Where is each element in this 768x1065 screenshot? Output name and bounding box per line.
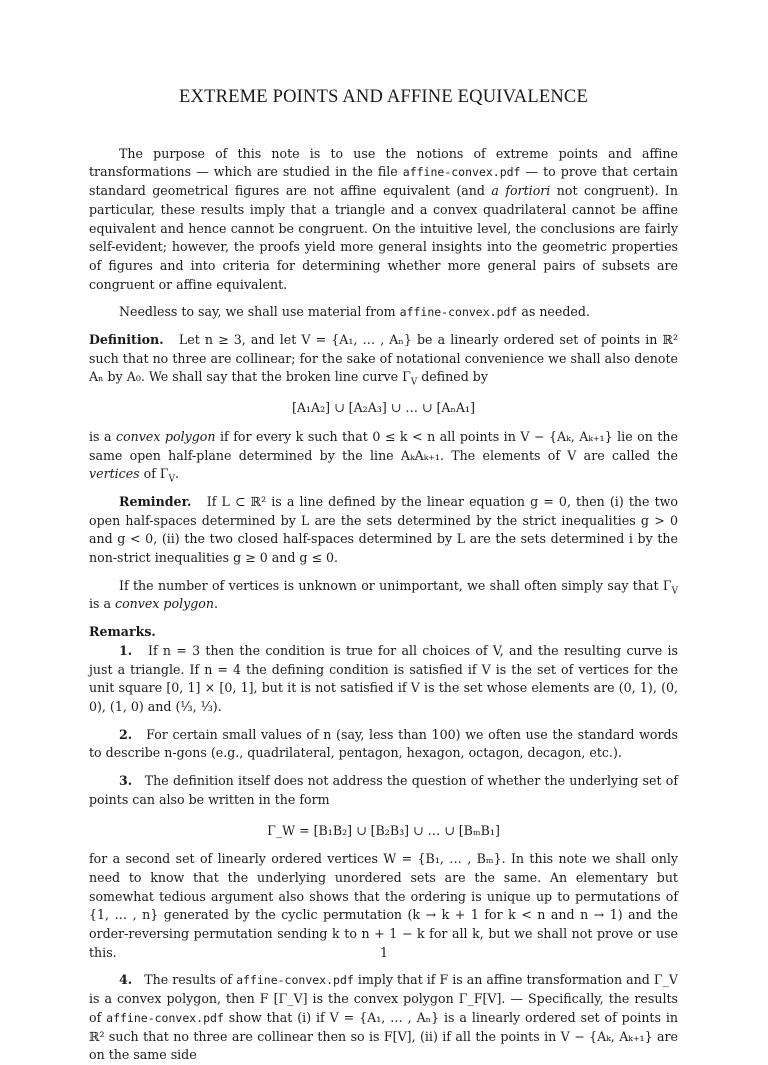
remarks-label: Remarks.: [89, 624, 156, 640]
needless-text-b: as needed.: [517, 304, 590, 320]
remark-text: If n = 3 then the condition is true for all choices of V, and the resulting curve is just a triangle. If n = 4 the defining condition is satisfied if V is the set of vertices for the unit square [0, 1] × [0, 1], but it is not satisfied if V is the set whose elements are (0, 1), (0, 0), (1, 0) and (⅓, ⅓).: [89, 642, 679, 714]
reminder-paragraph: [89, 493, 678, 568]
definition-text-f: .: [175, 466, 180, 482]
unknown-emphasis: convex polygon: [115, 596, 214, 612]
subscript: V: [410, 377, 418, 388]
definition-paragraph: [89, 331, 678, 387]
remark-text: For certain small values of n (say, less than 100) we often use the standard words to describe n-gons (e.g., quadrilateral, pentagon, hexagon, octagon, decagon, etc.).: [89, 726, 678, 761]
intro-paragraph: [89, 145, 678, 295]
remark-number: 1.: [119, 642, 133, 658]
unknown-text-c: .: [213, 596, 218, 612]
remark-3-display-formula: Γ_W = [B₁B₂] ∪ [B₂B₃] ∪ … ∪ [BₘB₁]: [267, 822, 500, 838]
intro-emphasis: a fortiori: [491, 183, 551, 199]
remark-2: [89, 726, 678, 763]
subscript: V: [671, 586, 678, 597]
definition-text-c: is a: [89, 428, 117, 444]
remark-number: 4.: [119, 972, 133, 988]
remark-number: 2.: [119, 726, 133, 742]
definition-text-e: of Γ: [139, 466, 169, 482]
remark-3: [89, 772, 678, 809]
definition-emphasis-2: vertices: [89, 466, 140, 482]
file-reference: affine-convex.pdf: [236, 973, 354, 988]
remark-4: [89, 971, 678, 1065]
intro-text-c: not congruent). In particular, these results imply that a triangle and a convex quadrilateral cannot be affine equivalent and hence cannot be congruent. On the intuitive level, the conclusions are fairly self-evident; however, the proofs yield more general insights into the geometric properties of figures and into criteria for determining whether more general pairs of subsets are congruent or affine equivalent.: [89, 183, 679, 292]
definition-continuation: [89, 428, 678, 484]
definition-emphasis-1: convex polygon: [116, 428, 216, 444]
needless-paragraph: [89, 303, 678, 322]
remark-1: [89, 642, 678, 717]
definition-text-b: defined by: [417, 369, 488, 385]
reminder-label: Reminder.: [119, 493, 192, 509]
remark-text-b: imply that if F is an affine transformation and Γ_V is a convex polygon, then F [Γ_V] is the convex polygon Γ_F[V]. — Specifically, the results of: [89, 972, 678, 1025]
file-reference: affine-convex.pdf: [106, 1010, 224, 1025]
subscript: V: [168, 474, 176, 485]
unknown-paragraph: [89, 577, 678, 614]
remark-text-c: show that (i) if V = {A₁, … , Aₙ} is a linearly ordered set of points in ℝ² such that no three are collinear then so is F[V], (ii) if all the points in V − {Aₖ, Aₖ₊₁} are on the same side: [89, 1009, 678, 1063]
remark-3-continuation: for a second set of linearly ordered vertices W = {B₁, … , Bₘ}. In this note we shall only need to know that the underlying unordered sets are the same. An elementary but somewhat tedious argument also shows that the ordering is unique up to permutations of {1, … , n} generated by the cyclic permutation (k → k + 1 for k < n and n → 1) and the order-reversing permutation sending k to n + 1 − k for all k, but we shall not prove or use this.: [89, 851, 678, 960]
unknown-text-b: is a: [89, 596, 116, 612]
definition-display-formula: [A₁A₂] ∪ [A₂A₃] ∪ … ∪ [AₙA₁]: [291, 400, 475, 416]
definition-label: Definition.: [89, 332, 164, 348]
definition-text-d: if for every k such that 0 ≤ k < n all points in V − {Aₖ, Aₖ₊₁} lie on the same open half-plane determined by the line AₖAₖ₊₁. The elements of V are called the: [89, 428, 678, 463]
intro-text-a: The purpose of this note is to use the notions of extreme points and affine transformations — which are studied in the file: [89, 145, 678, 180]
intro-text-b: — to prove that certain standard geometrical figures are not affine equivalent (and: [89, 164, 678, 199]
remark-text-a: The results of: [144, 972, 237, 988]
file-reference: affine-convex.pdf: [399, 305, 518, 320]
file-reference: affine-convex.pdf: [402, 165, 521, 180]
remark-number: 3.: [119, 773, 133, 789]
page-number: 1: [379, 945, 388, 960]
remark-text: The definition itself does not address the question of whether the underlying set of points can also be written in the form: [89, 773, 678, 807]
reminder-text: If L ⊂ ℝ² is a line defined by the linear equation g = 0, then (i) the two open half-spaces determined by L are the sets determined by the strict inequalities g > 0 and g < 0, (ii) the two closed half-spaces determined by L are the sets determined i by the non-strict inequalities g ≥ 0 and g ≤ 0.: [89, 493, 679, 566]
needless-text-a: Needless to say, we shall use material from: [119, 304, 400, 320]
definition-text-a: Let n ≥ 3, and let V = {A₁, … , Aₙ} be a linearly ordered set of points in ℝ² such that no three are collinear; for the sake of notational convenience we shall also denote Aₙ by A₀. We shall say that the broken line curve Γ: [89, 332, 679, 385]
page-title: EXTREME POINTS AND AFFINE EQUIVALENCE: [179, 87, 588, 107]
unknown-text-a: If the number of vertices is unknown or unimportant, we shall often simply say that Γ: [119, 577, 672, 593]
remarks-heading: [89, 623, 678, 642]
